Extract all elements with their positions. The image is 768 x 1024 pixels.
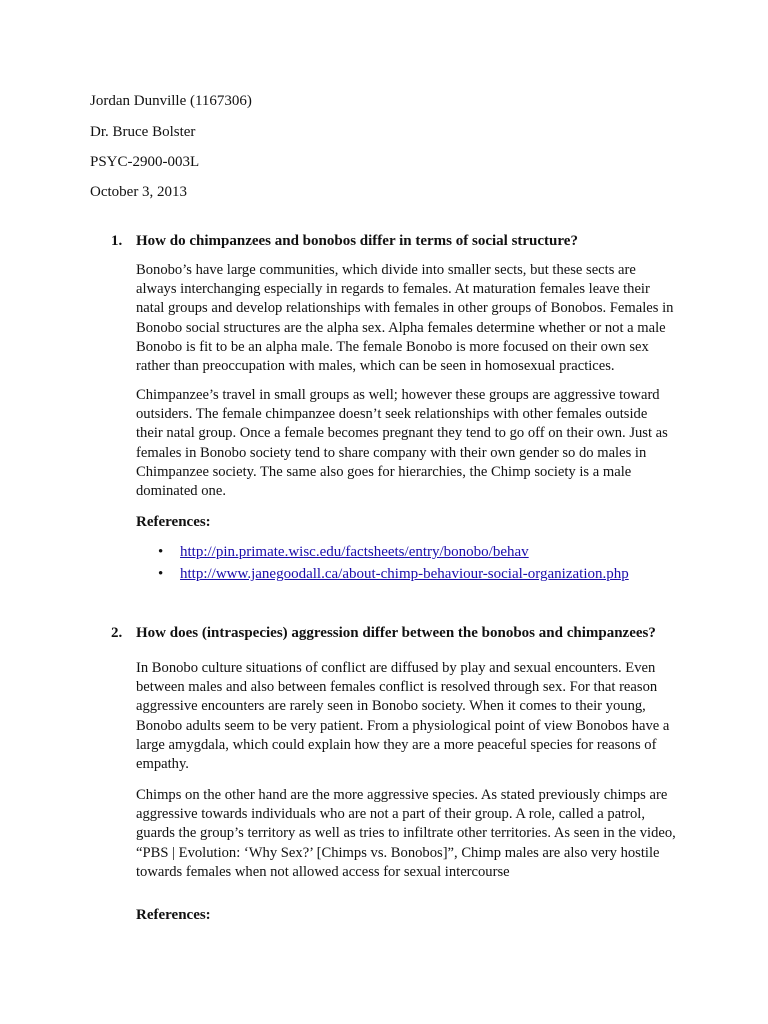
- question-2-paragraph-1: In Bonobo culture situations of conflict are diffused by play and sexual encounters. Even between males and also between females conflict is resolved through sex. For that reason aggressive encounters are rarely seen in Bonobo society. When it comes to their young, Bonobo adults seem to be very patient. From a physiological point of view Bonobos have a large amygdala, which could explain how they are a more peaceful species for reasons of empathy.: [136, 660, 670, 773]
- question-1-paragraph-1: Bonobo’s have large communities, which divide into smaller sects, but these sects are always interchanging especially in regards to females. At maturation females leave their natal groups and develop relationships with females in other groups of Bonobos. Females in Bonobo social structures are the alpha sex. Alpha females determine whether or not a male Bonobo is fit to be an alpha male. The female Bonobo is more focused on their own sex rather than preoccupation with males, which can be seen in homosexual practices.: [136, 262, 674, 375]
- question-1-references-heading: References:: [136, 514, 211, 530]
- question-2-paragraph-2: Chimps on the other hand are the more aggressive species. As stated previously chimps are aggressive towards individuals who are not a part of their group. A role, called a patrol, guards the group’s territory as well as tries to infiltrate other territories. As seen in the video, “PBS | Evolution: ‘Why Sex?’ [Chimps vs. Bonobos]”, Chimp males are also very hostile towards females when not allowed access for sexual intercourse: [136, 787, 676, 880]
- reference-link-janegoodall[interactable]: http://www.janegoodall.ca/about-chimp-behaviour-social-organization.php: [180, 566, 629, 582]
- question-2-references-heading: References:: [136, 907, 211, 923]
- question-2-title: How does (intraspecies) aggression differ between the bonobos and chimpanzees?: [136, 625, 656, 641]
- author-line: Jordan Dunville (1167306): [90, 93, 252, 109]
- list-item: [136, 563, 629, 585]
- question-2-number: 2.: [111, 625, 123, 641]
- bullet-icon: •: [158, 544, 164, 560]
- list-item: [136, 541, 629, 563]
- course-line: PSYC-2900-003L: [90, 154, 200, 170]
- question-1-number: 1.: [111, 233, 123, 249]
- question-1-title: How do chimpanzees and bonobos differ in terms of social structure?: [136, 233, 578, 249]
- question-1-paragraph-2: Chimpanzee’s travel in small groups as well; however these groups are aggressive toward outsiders. The female chimpanzee doesn’t seek relationships with other females outside their natal group. Once a female becomes pregnant they tend to go off on their own. Just as females in Bonobo society tend to share company with their own gender so do males in Chimpanzee society. The same also goes for hierarchies, the Chimp society is a male dominated one.: [136, 387, 668, 500]
- date-line: October 3, 2013: [90, 184, 188, 200]
- instructor-line: Dr. Bruce Bolster: [90, 124, 196, 140]
- question-1-reference-list: [136, 541, 629, 585]
- bullet-icon: •: [158, 566, 164, 582]
- reference-link-primate-wisc[interactable]: http://pin.primate.wisc.edu/factsheets/entry/bonobo/behav: [180, 544, 529, 560]
